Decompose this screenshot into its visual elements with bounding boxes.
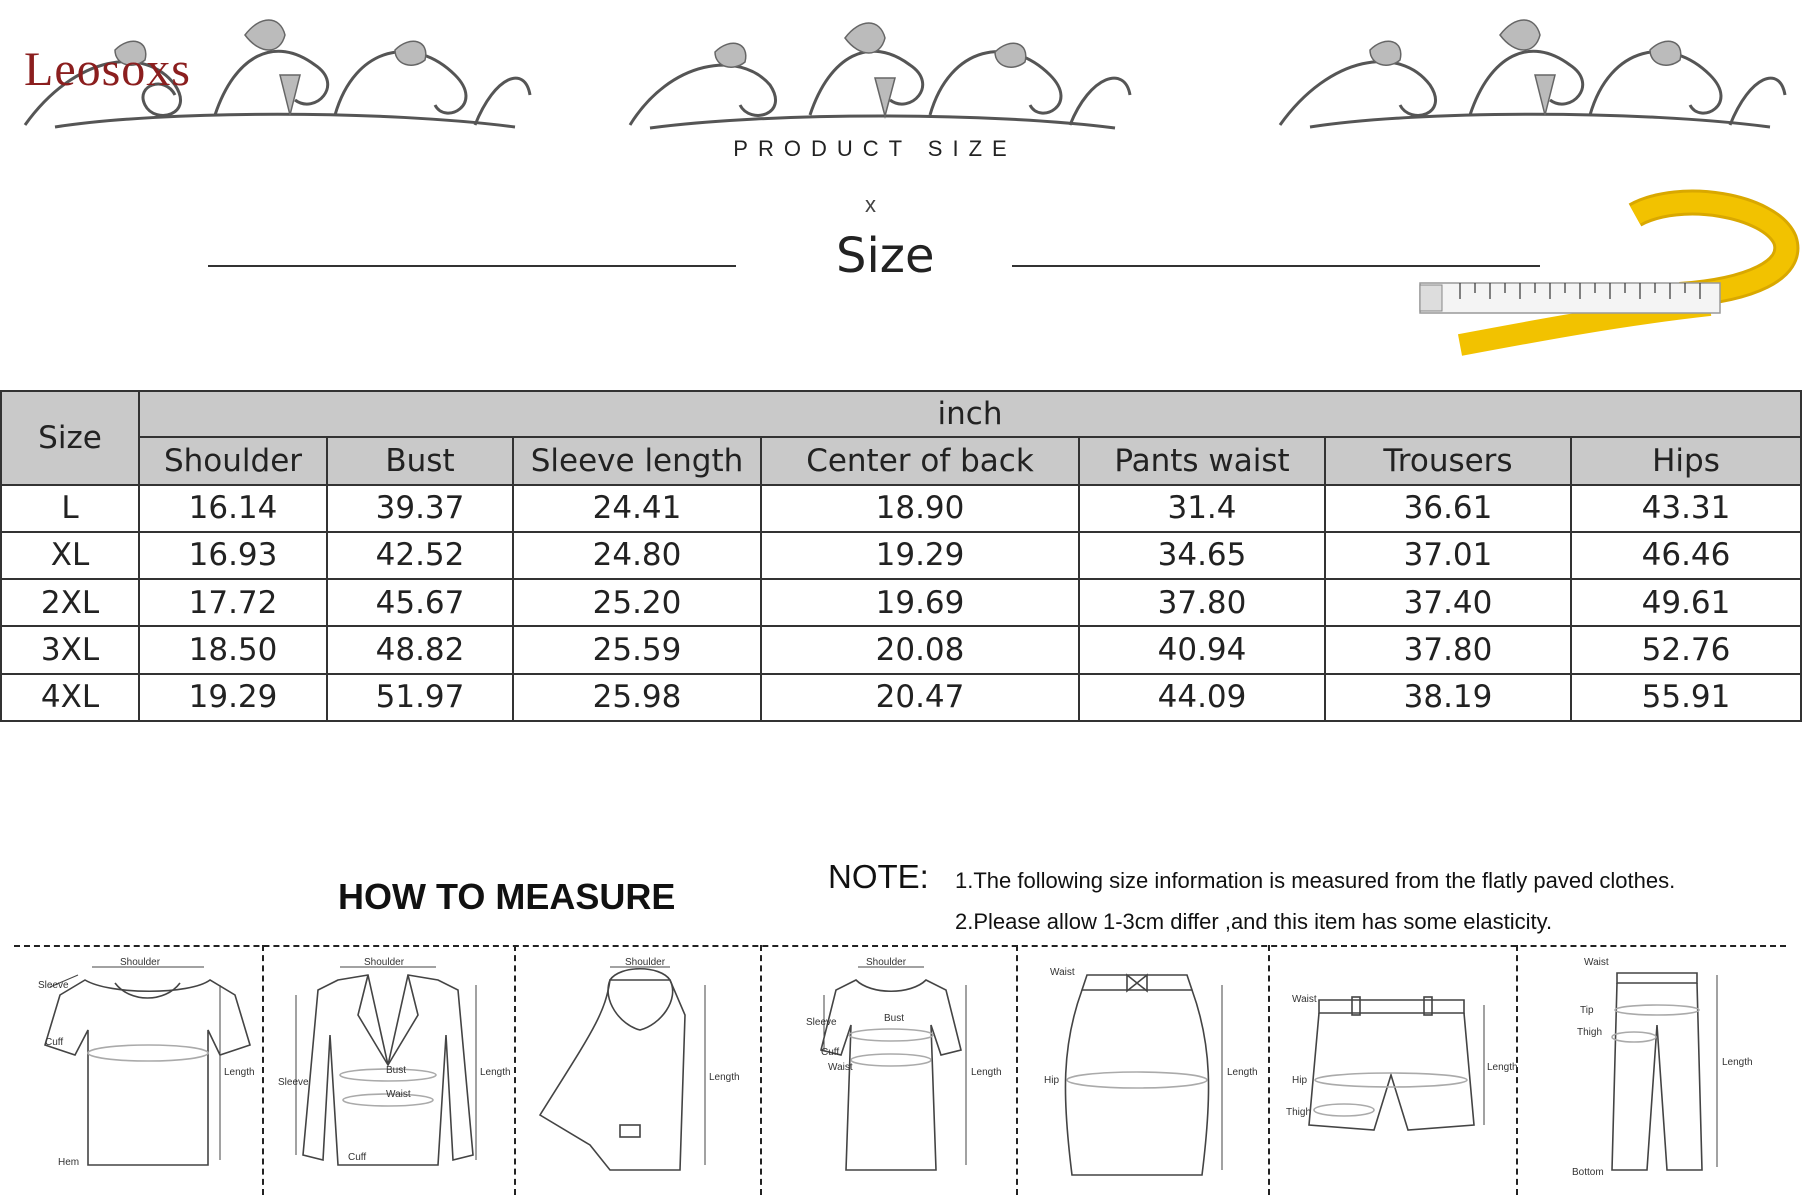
label-hip: Hip [1044,1075,1060,1086]
shorts-measure-diagram [1274,955,1518,1190]
note-line-1: 1.The following size information is measured from the flatly paved clothes. [955,868,1676,893]
table-cell: 31.4 [1079,485,1325,532]
table-cell: 16.93 [139,532,327,579]
label-bottom: Bottom [1572,1167,1604,1178]
table-cell: 51.97 [327,674,513,721]
close-mark: x [865,192,876,217]
column-header-shoulder: Shoulder [139,437,327,484]
label-hem: Hem [58,1157,80,1168]
label-length: Length [1227,1067,1258,1078]
label-cuff: Cuff [348,1152,367,1163]
table-cell: 49.61 [1571,579,1801,626]
size-cell: XL [1,532,139,579]
label-hip: Hip [1292,1075,1308,1086]
table-cell: 25.59 [513,626,761,673]
label-cuff: Cuff [45,1037,64,1048]
size-heading: Size [836,228,935,284]
label-length: Length [224,1067,255,1078]
table-row [1,674,1801,721]
panel-divider [514,945,516,1195]
label-waist: Waist [1584,957,1609,968]
table-cell: 20.47 [761,674,1079,721]
size-cell: 2XL [1,579,139,626]
panel-divider [760,945,762,1195]
label-length: Length [709,1072,740,1083]
size-cell: 3XL [1,626,139,673]
label-thigh: Thigh [1286,1107,1312,1118]
blazer-measure-diagram [268,955,511,1190]
table-row [1,579,1801,626]
table-cell: 37.80 [1325,626,1571,673]
panel-divider [1016,945,1018,1195]
label-shoulder: Shoulder [120,957,161,968]
tshirt-measure-diagram [20,955,256,1190]
measuring-tape-icon [1420,195,1795,355]
column-header-pants-waist: Pants waist [1079,437,1325,484]
table-cell: 45.67 [327,579,513,626]
label-shoulder: Shoulder [364,957,405,968]
table-cell: 24.80 [513,532,761,579]
heading-rule-left [208,265,736,267]
column-header-bust: Bust [327,437,513,484]
table-row [1,532,1801,579]
table-cell: 25.20 [513,579,761,626]
table-cell: 38.19 [1325,674,1571,721]
table-cell: 18.90 [761,485,1079,532]
label-shoulder: Shoulder [866,957,907,968]
label-length: Length [971,1067,1002,1078]
note-label: NOTE: [828,858,929,895]
panel-divider-top [14,945,1786,947]
table-cell: 36.61 [1325,485,1571,532]
ornament-center [620,20,1140,135]
label-length: Length [1487,1062,1518,1073]
label-length: Length [480,1067,511,1078]
label-sleeve: Sleeve [38,980,69,991]
table-cell: 19.29 [139,674,327,721]
table-cell: 18.50 [139,626,327,673]
table-cell: 17.72 [139,579,327,626]
label-shoulder: Shoulder [625,957,666,968]
table-cell: 19.69 [761,579,1079,626]
table-cell: 20.08 [761,626,1079,673]
unit-header: inch [139,391,1801,437]
dress-measure-diagram [766,955,1010,1190]
table-cell: 16.14 [139,485,327,532]
product-size-caption: PRODUCT SIZE [733,136,1017,161]
column-header-center-of-back: Center of back [761,437,1079,484]
table-cell: 19.29 [761,532,1079,579]
table-row [1,485,1801,532]
column-header-trousers: Trousers [1325,437,1571,484]
skirt-measure-diagram [1022,955,1262,1190]
trousers-measure-diagram [1522,955,1782,1190]
column-header-sleeve-length: Sleeve length [513,437,761,484]
label-sleeve: Sleeve [278,1077,309,1088]
note-line-2: 2.Please allow 1-3cm differ ,and this item has some elasticity. [955,909,1553,934]
table-cell: 42.52 [327,532,513,579]
table-cell: 24.41 [513,485,761,532]
brand-logo-text: Leosoxs [24,43,191,96]
table-cell: 46.46 [1571,532,1801,579]
panel-divider [1268,945,1270,1195]
table-cell: 55.91 [1571,674,1801,721]
label-waist: Waist [828,1062,853,1073]
table-cell: 44.09 [1079,674,1325,721]
table-cell: 37.80 [1079,579,1325,626]
table-cell: 39.37 [327,485,513,532]
panel-divider [262,945,264,1195]
size-cell: 4XL [1,674,139,721]
label-length: Length [1722,1057,1753,1068]
table-cell: 52.76 [1571,626,1801,673]
label-sleeve: Sleeve [806,1017,837,1028]
size-cell: L [1,485,139,532]
label-bust: Bust [386,1065,407,1076]
cape-measure-diagram [520,955,756,1190]
table-row [1,626,1801,673]
table-cell: 43.31 [1571,485,1801,532]
table-cell: 25.98 [513,674,761,721]
table-cell: 37.01 [1325,532,1571,579]
size-column-header: Size [1,391,139,485]
label-bust: Bust [884,1013,905,1024]
how-to-measure-title: HOW TO MEASURE [338,876,676,917]
table-cell: 37.40 [1325,579,1571,626]
size-table [0,390,1802,722]
label-thigh: Thigh [1577,1027,1603,1038]
label-waist: Waist [386,1089,411,1100]
label-waist: Waist [1292,994,1317,1005]
table-cell: 34.65 [1079,532,1325,579]
label-cuff: Cuff [821,1047,840,1058]
label-tip: Tip [1580,1005,1594,1016]
column-header-hips: Hips [1571,437,1801,484]
table-cell: 40.94 [1079,626,1325,673]
ornament-right [1270,15,1790,135]
table-cell: 48.82 [327,626,513,673]
label-waist: Waist [1050,967,1075,978]
